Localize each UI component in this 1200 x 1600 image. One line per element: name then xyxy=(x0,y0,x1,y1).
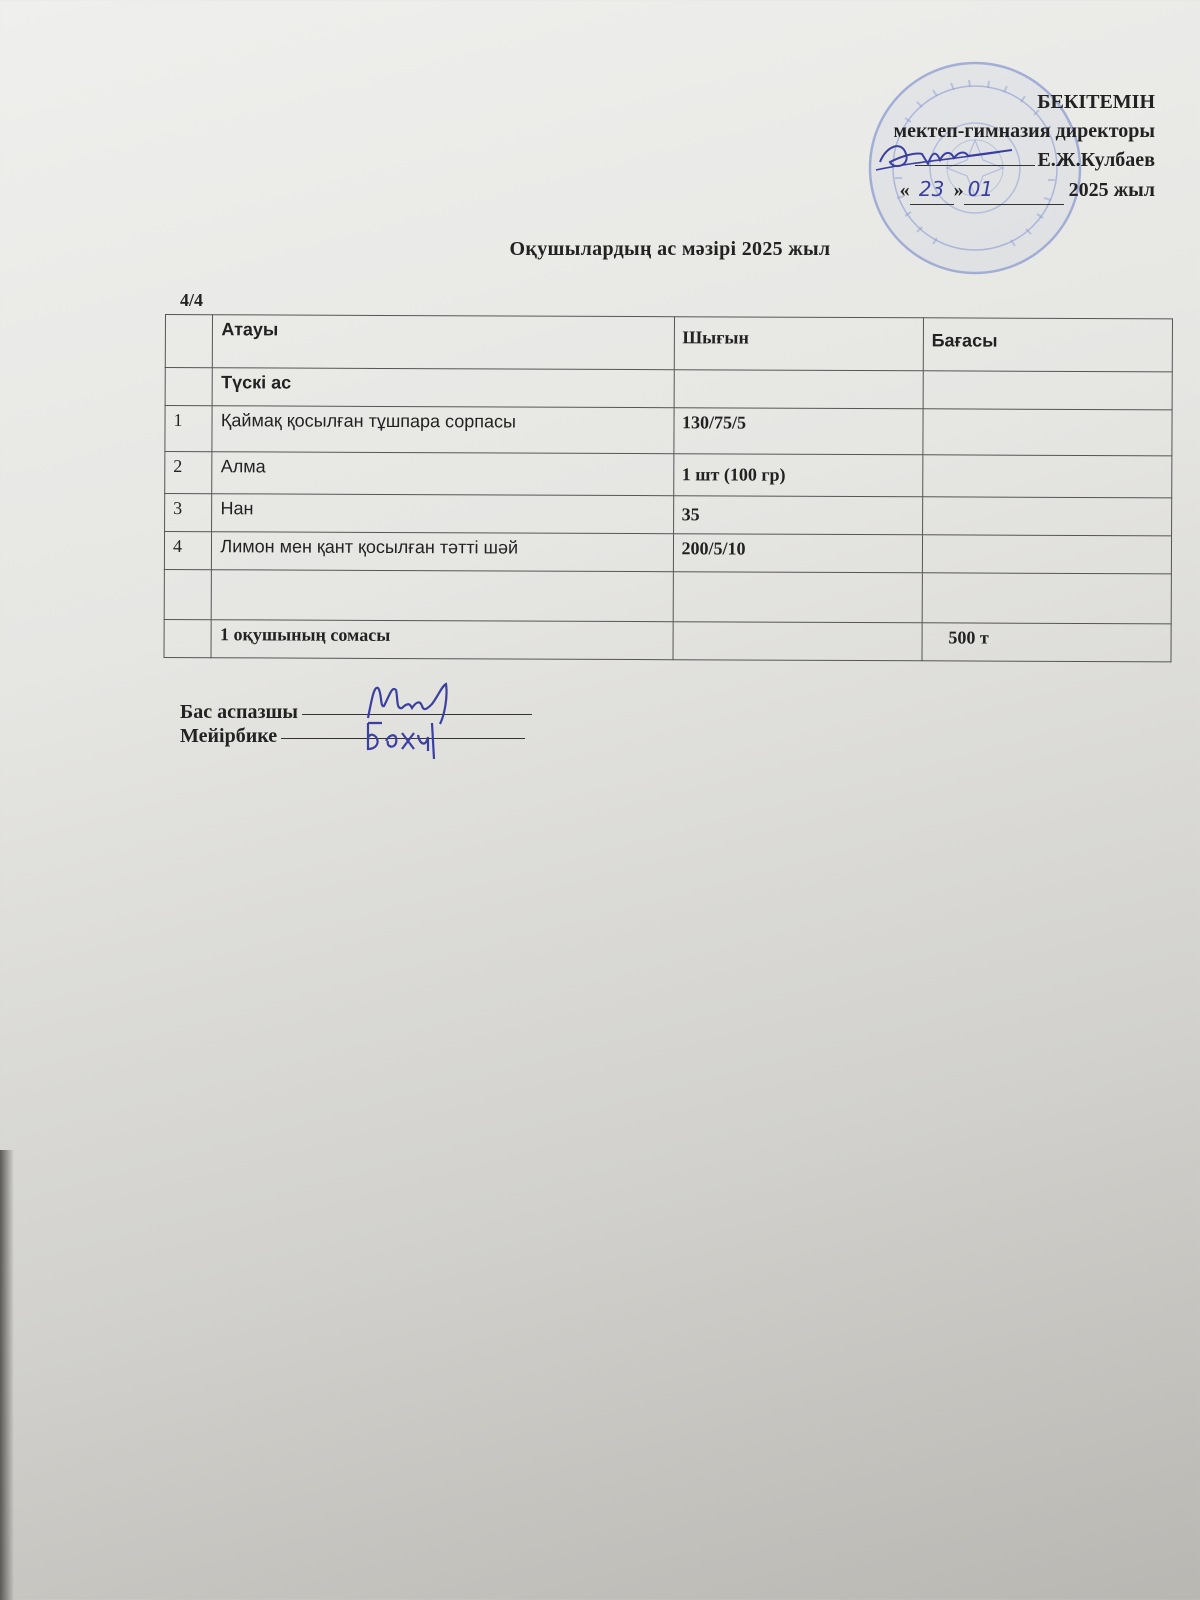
table-row xyxy=(165,406,1172,456)
nurse-label: Мейірбике xyxy=(180,725,278,747)
total-row xyxy=(164,619,1171,661)
meal-cell-empty xyxy=(923,371,1172,410)
nurse-signature xyxy=(362,715,462,761)
empty-cell xyxy=(922,573,1171,624)
empty-cell xyxy=(212,570,673,622)
total-cell-empty xyxy=(673,622,922,661)
row-output: 200/5/10 xyxy=(673,534,922,573)
table-row xyxy=(165,494,1172,536)
row-name: Қаймақ қосылған тұшпара сорпасы xyxy=(212,406,673,454)
header-cell-name: Атауы xyxy=(213,315,674,370)
total-label: 1 оқушының сомасы xyxy=(211,620,672,660)
header-cell-number xyxy=(165,315,213,368)
meal-cell-empty xyxy=(165,368,213,406)
page-title: Оқушылардың ас мәзірі 2025 жыл xyxy=(509,238,831,260)
date-year: 2025 жыл xyxy=(1068,179,1155,201)
menu-table xyxy=(163,314,1172,662)
meal-cell-empty xyxy=(674,370,923,409)
empty-cell xyxy=(164,569,212,619)
director-name: Е.Ж.Кулбаев xyxy=(1037,149,1155,171)
table-row xyxy=(165,452,1172,498)
meal-label: Түскі ас xyxy=(213,368,674,408)
row-number: 2 xyxy=(165,452,213,494)
date-day: 23 xyxy=(910,175,954,205)
empty-cell xyxy=(673,572,922,623)
header-cell-output: Шығын xyxy=(674,317,923,371)
table-row xyxy=(164,532,1171,574)
row-price xyxy=(922,497,1171,536)
row-number: 4 xyxy=(164,532,212,570)
row-number: 3 xyxy=(165,494,213,532)
date-open-quote: « xyxy=(899,179,910,201)
row-price xyxy=(922,455,1171,498)
row-number: 1 xyxy=(165,406,213,452)
total-cell-empty xyxy=(164,619,212,657)
header-cell-price: Бағасы xyxy=(923,318,1172,372)
chef-signature-line xyxy=(180,700,532,724)
row-price xyxy=(922,535,1171,574)
director-signature xyxy=(872,132,1022,182)
nurse-signature-line xyxy=(180,724,532,748)
chef-label: Бас аспазшы xyxy=(180,701,299,723)
date-month: 01 xyxy=(964,175,1064,205)
page-number: 4/4 xyxy=(180,290,204,310)
page-edge-shadow xyxy=(0,1150,14,1600)
table-header-row xyxy=(165,315,1172,372)
approve-word: БЕКІТЕМІН xyxy=(1037,91,1155,113)
date-close-quote: » xyxy=(953,179,964,201)
row-output: 130/75/5 xyxy=(673,408,922,455)
total-price: 500 т xyxy=(922,623,1171,662)
approver-position: мектеп-гимназия директоры xyxy=(893,120,1155,142)
meal-row xyxy=(165,368,1172,410)
row-name: Нан xyxy=(212,494,673,534)
row-price xyxy=(923,409,1172,456)
signatures-block xyxy=(180,700,532,748)
row-name: Лимон мен қант қосылған тәтті шәй xyxy=(212,532,673,572)
row-output: 1 шт (100 гр) xyxy=(673,454,922,497)
table-row-empty xyxy=(164,569,1171,623)
row-name: Алма xyxy=(212,452,673,496)
row-output: 35 xyxy=(673,496,922,535)
